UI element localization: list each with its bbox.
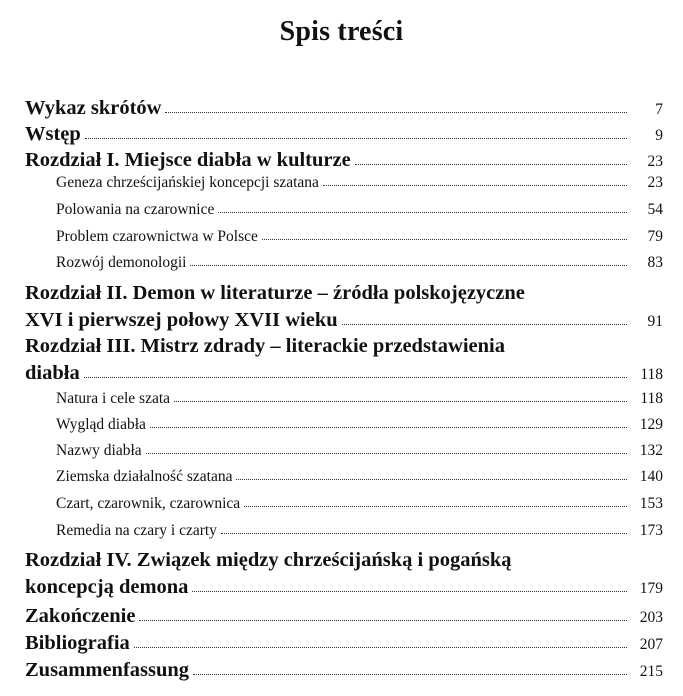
dot-leader: [236, 478, 627, 480]
toc-entry-title: Bibliografia: [25, 632, 130, 654]
toc-entry: [25, 603, 663, 631]
dot-leader: [323, 184, 627, 186]
dot-leader: [244, 505, 627, 507]
toc-entry: [25, 228, 663, 246]
toc-page-number: 203: [639, 609, 663, 626]
toc-entry: [25, 201, 663, 219]
toc-entry: [25, 121, 663, 149]
toc-page-number: 207: [639, 636, 663, 653]
toc-page-number: 91: [647, 313, 663, 330]
toc-entry-title-line1: Rozdział III. Mistrz zdrady – literackie przedstawienia: [25, 335, 505, 357]
dot-leader: [342, 323, 627, 325]
toc-page-number: 83: [647, 254, 663, 271]
toc-entry: [25, 495, 663, 513]
toc-entry: [25, 522, 663, 540]
toc-entry: [25, 174, 663, 192]
toc-entry-title: Geneza chrześcijańskiej koncepcji szatana: [56, 174, 319, 191]
toc-entry-title: Wstęp: [25, 123, 81, 145]
toc-entry: [25, 254, 663, 272]
dot-leader: [218, 211, 627, 213]
toc-entry-title: Czart, czarownik, czarownica: [56, 495, 241, 512]
toc-entry: [25, 147, 663, 175]
dot-leader: [355, 163, 627, 165]
toc-page-number: 9: [655, 127, 663, 144]
toc-entry-title: Rozdział I. Miejsce diabła w kulturze: [25, 149, 351, 171]
toc-entry-title: koncepcją demona: [25, 576, 189, 598]
toc-page-number: 173: [639, 522, 663, 539]
dot-leader: [150, 426, 627, 428]
dot-leader: [190, 264, 627, 266]
toc-entry-title: Zakończenie: [25, 605, 136, 627]
dot-leader: [192, 590, 627, 592]
toc-entry-title: Natura i cele szata: [56, 390, 171, 407]
toc-entry-title: Wykaz skrótów: [25, 97, 162, 119]
toc-entry-title: diabła: [25, 362, 80, 384]
toc-entry: [25, 390, 663, 408]
toc-page-number: 118: [640, 390, 663, 407]
toc-entry-title: Ziemska działalność szatana: [56, 468, 233, 485]
toc-page-number: 23: [647, 174, 663, 191]
dot-leader: [165, 111, 627, 113]
dot-leader: [146, 452, 627, 454]
toc-page-number: 215: [639, 663, 663, 680]
toc-entry-title-line1: Rozdział IV. Związek między chrześcijańską i pogańską: [25, 549, 512, 571]
toc-entry: [25, 333, 663, 388]
toc-page-number: 7: [655, 101, 663, 118]
dot-leader: [84, 376, 627, 378]
dot-leader: [174, 400, 627, 402]
toc-entry: [25, 468, 663, 486]
toc-page-number: 140: [639, 468, 663, 485]
toc-page-number: 118: [640, 366, 663, 383]
toc-entry: [25, 416, 663, 434]
page-title: Spis treści: [279, 16, 404, 47]
toc-entry: [25, 442, 663, 460]
toc-entry: [25, 95, 663, 123]
dot-leader: [85, 137, 627, 139]
dot-leader: [262, 238, 627, 240]
toc-entry-title: Remedia na czary i czarty: [56, 522, 217, 539]
toc-page-number: 54: [647, 201, 663, 218]
dot-leader: [221, 532, 627, 534]
toc-page-number: 132: [639, 442, 663, 459]
toc-page-number: 23: [647, 153, 663, 170]
toc-entry-title: Polowania na czarownice: [56, 201, 215, 218]
toc-entry-title: XVI i pierwszej połowy XVII wieku: [25, 309, 338, 331]
toc-page-number: 153: [639, 495, 663, 512]
toc-entry-title: Problem czarownictwa w Polsce: [56, 228, 258, 245]
toc-entry-title: Rozwój demonologii: [56, 254, 187, 271]
toc-entry: [25, 657, 663, 685]
dot-leader: [193, 673, 627, 675]
toc-entry-title: Wygląd diabła: [56, 416, 146, 433]
toc-entry-title: Nazwy diabła: [56, 442, 142, 459]
toc-page-number: 179: [639, 580, 663, 597]
toc-entry-title-line1: Rozdział II. Demon w literaturze – źródła polskojęzyczne: [25, 282, 525, 304]
toc-entry: [25, 280, 663, 335]
dot-leader: [139, 619, 627, 621]
dot-leader: [134, 646, 627, 648]
toc-page-number: 129: [639, 416, 663, 433]
toc-entry: [25, 630, 663, 658]
toc-page-number: 79: [647, 228, 663, 245]
toc-entry: [25, 547, 663, 602]
toc-entry-title: Zusammenfassung: [25, 659, 190, 681]
